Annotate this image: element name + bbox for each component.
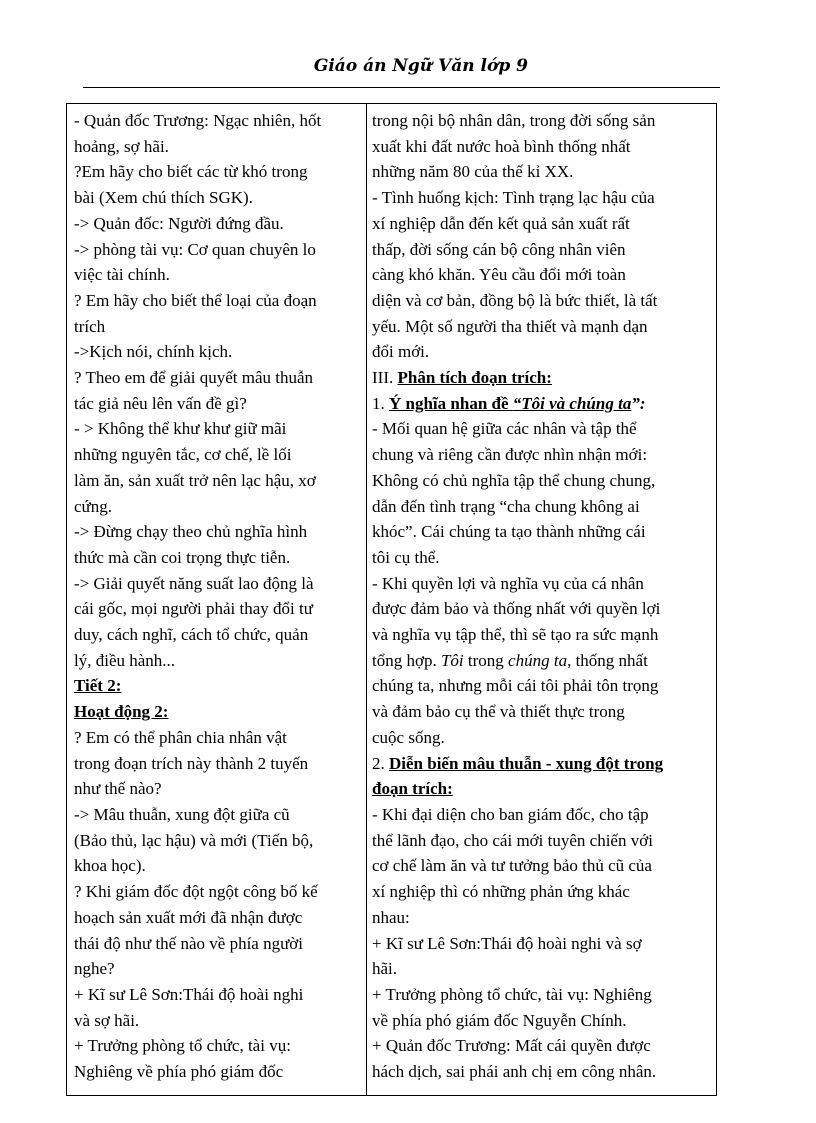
text-segment: trong: [463, 650, 509, 670]
text-line: [372, 519, 711, 545]
text-line: [372, 159, 711, 185]
text-segment: ”:: [631, 393, 646, 413]
text-segment: ? Theo em để giải quyết mâu thuẫn: [74, 368, 314, 388]
text-segment: + Trưởng phòng tổ chức, tài vụ:: [74, 1036, 291, 1056]
text-line: [372, 879, 711, 905]
text-line: [372, 673, 711, 699]
text-segment: ? Khi giám đốc đột ngột công bố kế: [74, 882, 318, 902]
text-line: [372, 416, 711, 442]
text-line: [372, 853, 711, 879]
text-line: [74, 828, 361, 854]
text-line: [372, 802, 711, 828]
text-line: [372, 571, 711, 597]
text-line: [74, 802, 361, 828]
text-segment: Diễn biến mâu thuẫn - xung đột trong: [389, 753, 664, 773]
text-segment: đổi mới.: [372, 342, 430, 362]
text-line: [372, 1059, 711, 1085]
text-line: [74, 159, 361, 185]
text-segment: những nguyên tắc, cơ chế, lề lối: [74, 445, 292, 465]
text-segment: về phía phó giám đốc Nguyễn Chính.: [372, 1010, 627, 1030]
text-segment: xí nghiệp dẫn đến kết quả sản xuất rất: [372, 213, 630, 233]
text-line: [74, 699, 361, 725]
text-segment: dẫn đến tình trạng “cha chung không ai: [372, 496, 640, 516]
text-segment: hách dịch, sai phái anh chị em công nhân.: [372, 1062, 657, 1082]
text-segment: - Khi quyền lợi và nghĩa vụ của cá nhân: [372, 573, 644, 593]
text-segment: hãi.: [372, 959, 398, 979]
text-segment: , thống nhất: [567, 650, 648, 670]
text-line: [372, 596, 711, 622]
text-line: [74, 853, 361, 879]
text-line: [74, 725, 361, 751]
text-segment: thể lãnh đạo, cho cái mới tuyên chiến với: [372, 830, 653, 850]
text-line: [74, 519, 361, 545]
text-line: [372, 751, 711, 777]
text-segment: ?Em hãy cho biết các từ khó trong: [74, 162, 308, 182]
text-line: [372, 339, 711, 365]
lesson-table: [66, 103, 717, 1096]
text-line: [74, 571, 361, 597]
text-line: [74, 211, 361, 237]
text-segment: trích: [74, 316, 106, 336]
text-segment: cái gốc, mọi người phải thay đổi tư: [74, 599, 313, 619]
text-segment: (Bảo thủ, lạc hậu) và mới (Tiến bộ,: [74, 830, 314, 850]
text-segment: - Quản đốc Trương: Ngạc nhiên, hốt: [74, 111, 322, 130]
text-line: [74, 982, 361, 1008]
text-segment: Tôi: [440, 650, 464, 670]
text-segment: -> phòng tài vụ: Cơ quan chuyên lo: [74, 239, 316, 259]
text-line: [372, 262, 711, 288]
text-line: [74, 931, 361, 957]
text-segment: những năm 80 của thế kỉ XX.: [372, 162, 574, 182]
text-line: [372, 134, 711, 160]
text-segment: khoa học).: [74, 856, 146, 876]
text-line: [74, 108, 361, 134]
text-segment: khóc”. Cái chúng ta tạo thành những cái: [372, 522, 646, 542]
text-line: [372, 622, 711, 648]
text-segment: 2.: [372, 753, 389, 773]
text-segment: và đảm bảo cụ thể và thiết thực trong: [372, 702, 625, 722]
text-segment: cơ chế làm ăn và tư tưởng bảo thủ cũ của: [372, 856, 652, 876]
text-segment: + Kĩ sư Lê Sơn:Thái độ hoài nghi: [74, 984, 304, 1004]
text-segment: Hoạt động 2:: [74, 702, 169, 722]
text-line: [74, 1059, 361, 1085]
text-segment: việc tài chính.: [74, 265, 170, 285]
text-line: [74, 442, 361, 468]
text-line: [74, 314, 361, 340]
activity-column: [67, 104, 367, 1095]
text-line: [372, 314, 711, 340]
text-line: [74, 956, 361, 982]
text-segment: lý, điều hành...: [74, 650, 176, 670]
text-segment: yếu. Một số người tha thiết và mạnh dạn: [372, 316, 648, 336]
text-line: [372, 828, 711, 854]
content-column: [367, 104, 716, 1095]
text-segment: - Mối quan hệ giữa các nhân và tập thể: [372, 419, 637, 439]
text-segment: đoạn trích:: [372, 779, 453, 799]
text-line: [74, 596, 361, 622]
text-segment: -> Đừng chạy theo chủ nghĩa hình: [74, 522, 308, 542]
text-segment: chung và riêng cần được nhìn nhận mới:: [372, 445, 648, 465]
text-segment: - Tình huống kịch: Tình trạng lạc hậu của: [372, 188, 655, 208]
text-segment: duy, cách nghĩ, cách tổ chức, quản: [74, 625, 309, 645]
text-segment: + Trưởng phòng tổ chức, tài vụ: Nghiêng: [372, 984, 652, 1004]
text-line: [74, 776, 361, 802]
text-line: [372, 931, 711, 957]
text-segment: chúng ta: [508, 650, 568, 670]
text-segment: ->Kịch nói, chính kịch.: [74, 342, 233, 362]
text-segment: thức mà cần coi trọng thực tiễn.: [74, 547, 291, 567]
text-segment: càng khó khăn. Yêu cầu đổi mới toàn: [372, 265, 626, 285]
text-line: [74, 1033, 361, 1059]
text-segment: làm ăn, sản xuất trở nên lạc hậu, xơ: [74, 470, 316, 490]
text-segment: xí nghiệp thì có những phản ứng khác: [372, 882, 630, 902]
text-line: [372, 108, 711, 134]
text-line: [74, 237, 361, 263]
text-line: [74, 622, 361, 648]
text-segment: - > Không thể khư khư giữ mãi: [74, 419, 287, 439]
text-line: [372, 725, 711, 751]
text-segment: và sợ hãi.: [74, 1010, 140, 1030]
text-segment: + Kĩ sư Lê Sơn:Thái độ hoài nghi và sợ: [372, 933, 642, 953]
text-segment: hoạch sản xuất mới đã nhận được: [74, 907, 303, 927]
text-segment: diện và cơ bản, đồng bộ là bức thiết, là tất: [372, 290, 658, 310]
text-segment: thấp, đời sống cán bộ công nhân viên: [372, 239, 626, 259]
text-line: [74, 416, 361, 442]
text-line: [372, 237, 711, 263]
text-line: [372, 545, 711, 571]
text-segment: bài (Xem chú thích SGK).: [74, 188, 253, 208]
text-line: [74, 905, 361, 931]
text-line: [372, 699, 711, 725]
text-line: [372, 391, 711, 417]
text-segment: cứng.: [74, 496, 113, 516]
text-line: [372, 211, 711, 237]
text-segment: Tiết 2:: [74, 676, 122, 696]
text-line: [372, 442, 711, 468]
text-segment: -> Giải quyết năng suất lao động là: [74, 573, 314, 593]
text-line: [372, 956, 711, 982]
text-line: [372, 1008, 711, 1034]
text-line: [74, 134, 361, 160]
text-segment: -> Mâu thuẫn, xung đột giữa cũ: [74, 804, 290, 824]
text-segment: thái độ như thế nào về phía người: [74, 933, 304, 953]
text-segment: được đảm bảo và thống nhất với quyền lợi: [372, 599, 661, 619]
text-segment: Nghiêng về phía phó giám đốc: [74, 1062, 284, 1082]
text-line: [372, 905, 711, 931]
text-line: [74, 288, 361, 314]
text-segment: “Tôi và chúng ta: [512, 393, 632, 413]
text-line: [372, 365, 711, 391]
text-line: [74, 339, 361, 365]
text-segment: -> Quản đốc: Người đứng đầu.: [74, 213, 284, 233]
text-line: [372, 288, 711, 314]
text-line: [372, 1033, 711, 1059]
text-line: [74, 545, 361, 571]
text-segment: + Quản đốc Trương: Mất cái quyền được: [372, 1036, 651, 1056]
text-line: [74, 468, 361, 494]
text-line: [74, 1008, 361, 1034]
text-line: [372, 776, 711, 802]
text-segment: Không có chủ nghĩa tập thể chung chung,: [372, 470, 656, 490]
text-line: [74, 879, 361, 905]
text-segment: - Khi đại diện cho ban giám đốc, cho tập: [372, 804, 649, 824]
text-line: [372, 185, 711, 211]
text-segment: ? Em có thể phân chia nhân vật: [74, 727, 287, 747]
text-segment: như thế nào?: [74, 779, 162, 799]
text-segment: và nghĩa vụ tập thể, thì sẽ tạo ra sức mạnh: [372, 625, 659, 645]
text-line: [372, 982, 711, 1008]
text-line: [372, 468, 711, 494]
text-segment: nghe?: [74, 959, 115, 979]
text-segment: chúng ta, nhưng mỗi cái tôi phải tôn trọng: [372, 676, 659, 696]
text-line: [74, 648, 361, 674]
text-line: [372, 494, 711, 520]
text-segment: nhau:: [372, 907, 410, 927]
text-line: [74, 262, 361, 288]
text-segment: tác giả nêu lên vấn đề gì?: [74, 393, 247, 413]
text-line: [74, 494, 361, 520]
text-segment: trong nội bộ nhân dân, trong đời sống sản: [372, 111, 656, 130]
header-divider: [83, 87, 720, 88]
text-line: [74, 365, 361, 391]
text-segment: Ý nghĩa nhan đề: [389, 393, 513, 413]
text-segment: cuộc sống.: [372, 727, 445, 747]
text-segment: 1.: [372, 393, 389, 413]
text-line: [74, 185, 361, 211]
text-segment: tôi cụ thể.: [372, 547, 440, 567]
text-segment: hoảng, sợ hãi.: [74, 136, 169, 156]
text-segment: ? Em hãy cho biết thể loại của đoạn: [74, 290, 317, 310]
text-segment: III.: [372, 368, 398, 388]
text-segment: xuất khi đất nước hoà bình thống nhất: [372, 136, 631, 156]
text-segment: tổng hợp.: [372, 650, 441, 670]
text-segment: Phân tích đoạn trích:: [397, 368, 552, 388]
text-line: [74, 391, 361, 417]
text-segment: trong đoạn trích này thành 2 tuyến: [74, 753, 309, 773]
text-line: [372, 648, 711, 674]
page-header-title: Giáo án Ngữ Văn lớp 9: [313, 56, 528, 76]
text-line: [74, 751, 361, 777]
text-line: [74, 673, 361, 699]
